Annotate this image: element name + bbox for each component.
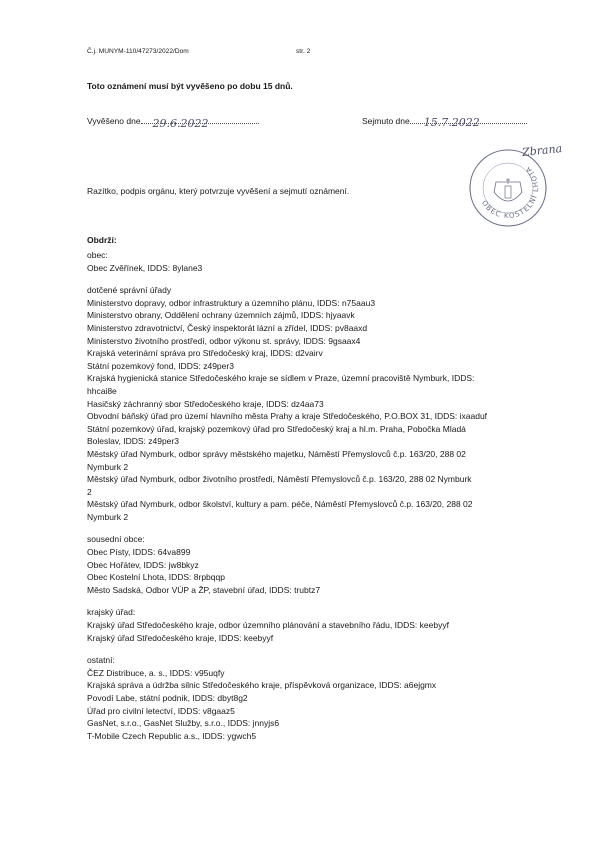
list-item: 2 [87,486,92,497]
list-item: Krajský úřad Středočeského kraje, odbor územního plánování a stavebního řádu, IDDS: keebyyf [87,620,449,631]
list-item: Městský úřad Nymburk, odbor školství, kultury a pam. péče, Náměstí Přemyslovců č.p. 163/20, 288 02 [87,499,473,510]
list-item: Krajská správa a údržba silnic Středočeského kraje, příspěvková organizace, IDDS: a6ejgmx [87,680,437,691]
list-item: Nymburk 2 [87,511,129,522]
signature: Zbrana [521,141,563,160]
page-number: str. 2 [296,48,311,55]
recipients-list [87,249,487,742]
svg-text:OBEC KOSTELNÍ LHOTA [480,164,540,220]
list-item: T-Mobile Czech Republic a.s., IDDS: ygwch5 [87,730,257,741]
list-item: GasNet, s.r.o., GasNet Služby, s.r.o., IDDS: jnnyjs6 [87,718,280,729]
removed-date: 15.7.2022 [423,116,480,129]
municipal-stamp [466,141,563,230]
list-item: Boleslav, IDDS: z49per3 [87,436,179,447]
stamp-caption: Razítko, podpis orgánu, který potvrzuje vyvěšení a sejmutí oznámení. [87,186,350,196]
list-item: Povodí Labe, státní podnik, IDDS: dbyt8g2 [87,693,248,703]
list-item: hhcai8e [87,385,117,396]
notice-text: Toto oznámení musí být vyvěšeno po dobu 15 dnů. [87,81,293,91]
list-item: Obvodní báňský úřad pro území hlavního města Prahy a kraje Středočeského, P.O.BOX 31, IDDS: ixaaduf [87,411,488,422]
list-item: Úřad pro civilní letectví, IDDS: v8gaaz5 [87,705,235,716]
document-reference: Č.j. MUNYM-110/47273/2022/Dom [87,48,189,55]
list-item: Ministerstvo obrany, Oddělení ochrany územních zájmů, IDDS: hjyaavk [87,310,355,321]
list-item: Krajská veterinární správa pro Středočeský kraj, IDDS: d2vairv [87,348,323,359]
list-item: Státní pozemkový úřad, krajský pozemkový úřad pro Středočeský kraj a hl.m. Praha, Pobočka Mladá [87,423,466,434]
posted-row [87,116,259,130]
list-item: Město Sadská, Odbor VÚP a ŽP, stavební úřad, IDDS: trubtz7 [87,584,321,595]
list-item: Ministerstvo dopravy, odbor infrastruktury a územního plánu, IDDS: n75aau3 [87,297,376,308]
list-item: Hasičský záchranný sbor Středočeského kraje, IDDS: dz4aa73 [87,398,324,409]
list-item: Městský úřad Nymburk, odbor životního prostředí, Náměstí Přemyslovců č.p. 163/20, 288 02 Nymburk [87,474,472,485]
list-item: ČEZ Distribuce, a. s., IDDS: v95uqfy [87,667,225,678]
list-item: Ministerstvo životního prostředí, odbor výkonu st. správy, IDDS: 9gsaax4 [87,335,361,346]
recipients-heading: Obdrží: [87,235,117,245]
stamp-seal-icon [466,146,550,230]
list-item: Ministerstvo zdravotnictví, Český inspektorát lázní a zřídel, IDDS: pv8aaxd [87,322,368,333]
list-item: Obec Zvěřínek, IDDS: 8ylane3 [87,262,203,273]
section-title-ostatni: ostatní: [87,655,115,666]
list-item: Obec Hořátev, IDDS: jw8bkyz [87,559,199,570]
removed-row [362,116,527,129]
list-item: Krajský úřad Středočeského kraje, IDDS: keebyyf [87,632,274,643]
section-title-dotcene: dotčené správní úřady [87,285,172,296]
list-item: Nymburk 2 [87,461,129,472]
section-title-sousedni: sousední obce: [87,534,145,545]
list-item: Obec Kostelní Lhota, IDDS: 8rpbqqp [87,572,225,583]
list-item: Krajská hygienická stanice Středočeského kraje se sídlem v Praze, územní pracoviště Nymburk, IDDS: [87,373,475,384]
list-item: Státní pozemkový fond, IDDS: z49per3 [87,360,234,371]
posted-date: 29.6.2022 [152,117,209,130]
list-item: Obec Písty, IDDS: 64va899 [87,547,191,558]
list-item: Městský úřad Nymburk, odbor správy městského majetku, Náměstí Přemyslovců č.p. 163/20, 288 02 [87,448,466,459]
section-title-krajsky: krajský úřad: [87,607,136,618]
section-title-obec: obec: [87,250,108,260]
stamp-text: OBEC KOSTELNÍ LHOTA [479,164,541,221]
posted-label: Vyvěšeno dne [87,116,141,126]
removed-label: Sejmuto dne [362,116,410,126]
